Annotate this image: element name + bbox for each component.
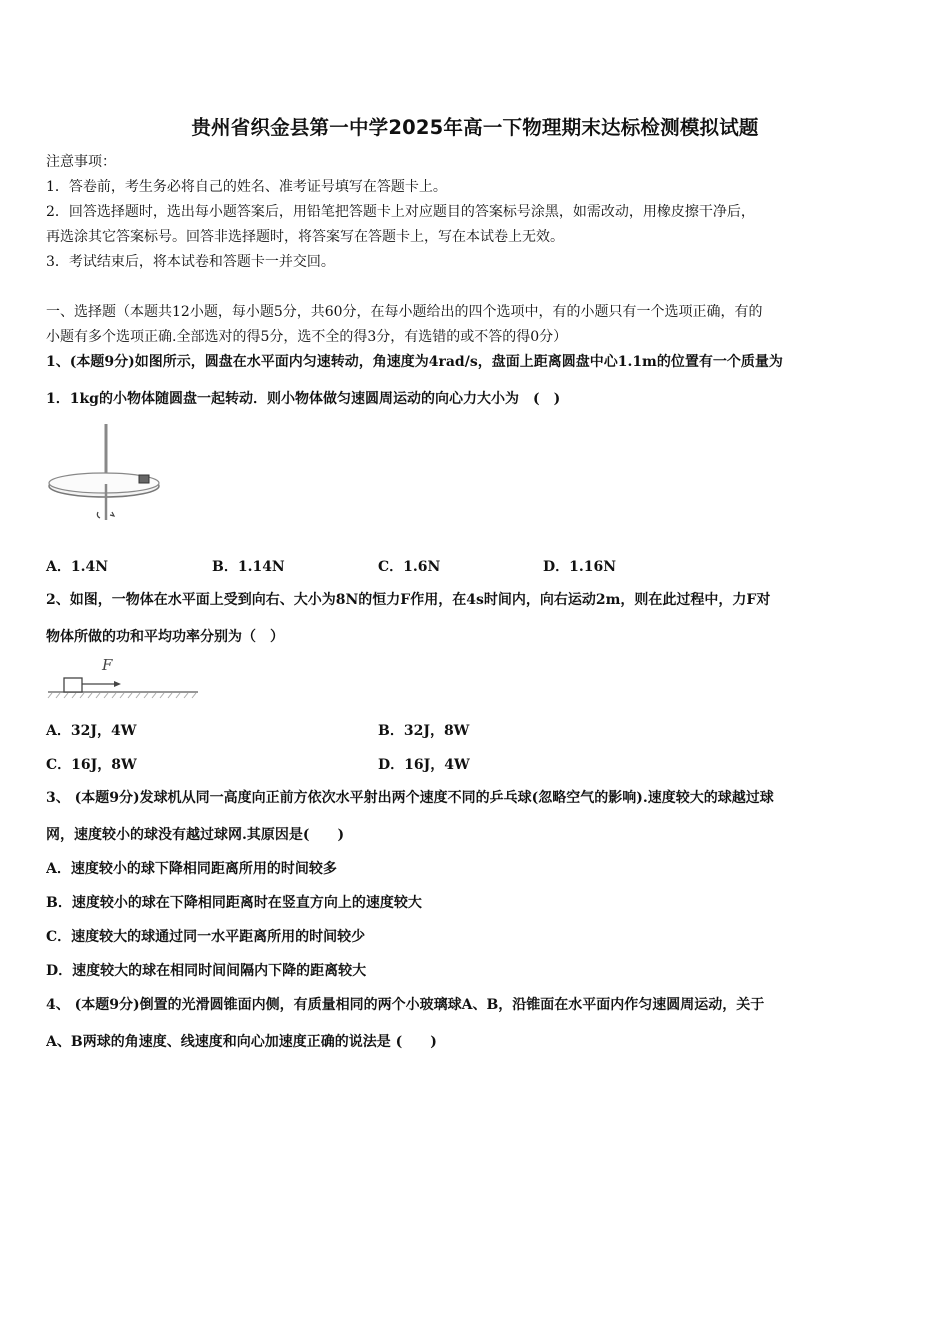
question-2-stem: 2、如图，一物体在水平面上受到向右、大小为8N的恒力F作用，在4s时间内，向右运动2m，则在此过程中，力F对 [46,592,771,608]
section-header: 小题有多个选项正确.全部选对的得5分，选不全的得3分，有选错的或不答的得0分） [46,329,568,345]
q1-option-a: A．1.4N [46,559,109,575]
q3-option-a: A．速度较小的球下降相同距离所用的时间较多 [46,861,337,877]
q1-option-d: D．1.16N [543,559,617,575]
rotating-disc-figure [46,422,166,528]
q2-option-b: B．32J，8W [378,723,470,739]
notice-item: 1．答卷前，考生务必将自己的姓名、准考证号填写在答题卡上。 [46,179,447,195]
q2-option-d: D．16J，4W [378,757,470,773]
q2-option-c: C．16J，8W [46,757,137,773]
notice-heading: 注意事项： [46,154,116,170]
q1-option-c: C．1.6N [378,559,441,575]
question-4-stem: A、B两球的角速度、线速度和向心加速度正确的说法是 ( ) [46,1034,437,1050]
notice-item: 2．回答选择题时，选出每小题答案后，用铅笔把答题卡上对应题目的答案标号涂黑，如需改动，用橡皮擦干净后， [46,204,755,220]
block-force-figure [46,658,201,700]
notice-item: 3．考试结束后，将本试卷和答题卡一并交回。 [46,254,335,270]
exam-title: 贵州省织金县第一中学2025年高一下物理期末达标检测模拟试题 [191,116,759,139]
force-label: F [102,656,113,674]
question-3-stem: 3、 (本题9分)发球机从同一高度向正前方依次水平射出两个速度不同的乒乓球(忽略空气的影响).速度较大的球越过球 [46,790,774,806]
section-header: 一、选择题（本题共12小题，每小题5分，共60分，在每小题给出的四个选项中，有的小题只有一个选项正确，有的 [46,304,763,320]
q2-option-a: A．32J，4W [46,723,137,739]
q3-option-b: B．速度较小的球在下降相同距离时在竖直方向上的速度较大 [46,895,422,911]
question-1-stem: 1、(本题9分)如图所示，圆盘在水平面内匀速转动，角速度为4rad/s，盘面上距离圆盘中心1.1m的位置有一个质量为 [46,354,783,370]
question-3-stem: 网，速度较小的球没有越过球网.其原因是( ) [46,827,345,843]
q3-option-d: D．速度较大的球在相同时间间隔内下降的距离较大 [46,963,367,979]
question-2-stem: 物体所做的功和平均功率分别为（ ） [46,629,284,645]
q1-option-b: B．1.14N [212,559,285,575]
question-1-stem: 1．1kg的小物体随圆盘一起转动．则小物体做匀速圆周运动的向心力大小为 ( ) [46,391,561,407]
q3-option-c: C．速度较大的球通过同一水平距离所用的时间较少 [46,929,366,945]
question-4-stem: 4、 (本题9分)倒置的光滑圆锥面内侧，有质量相同的两个小玻璃球A、B，沿锥面在水平面内作匀速圆周运动，关于 [46,997,765,1013]
notice-item: 再选涂其它答案标号。回答非选择题时，将答案写在答题卡上，写在本试卷上无效。 [46,229,564,245]
